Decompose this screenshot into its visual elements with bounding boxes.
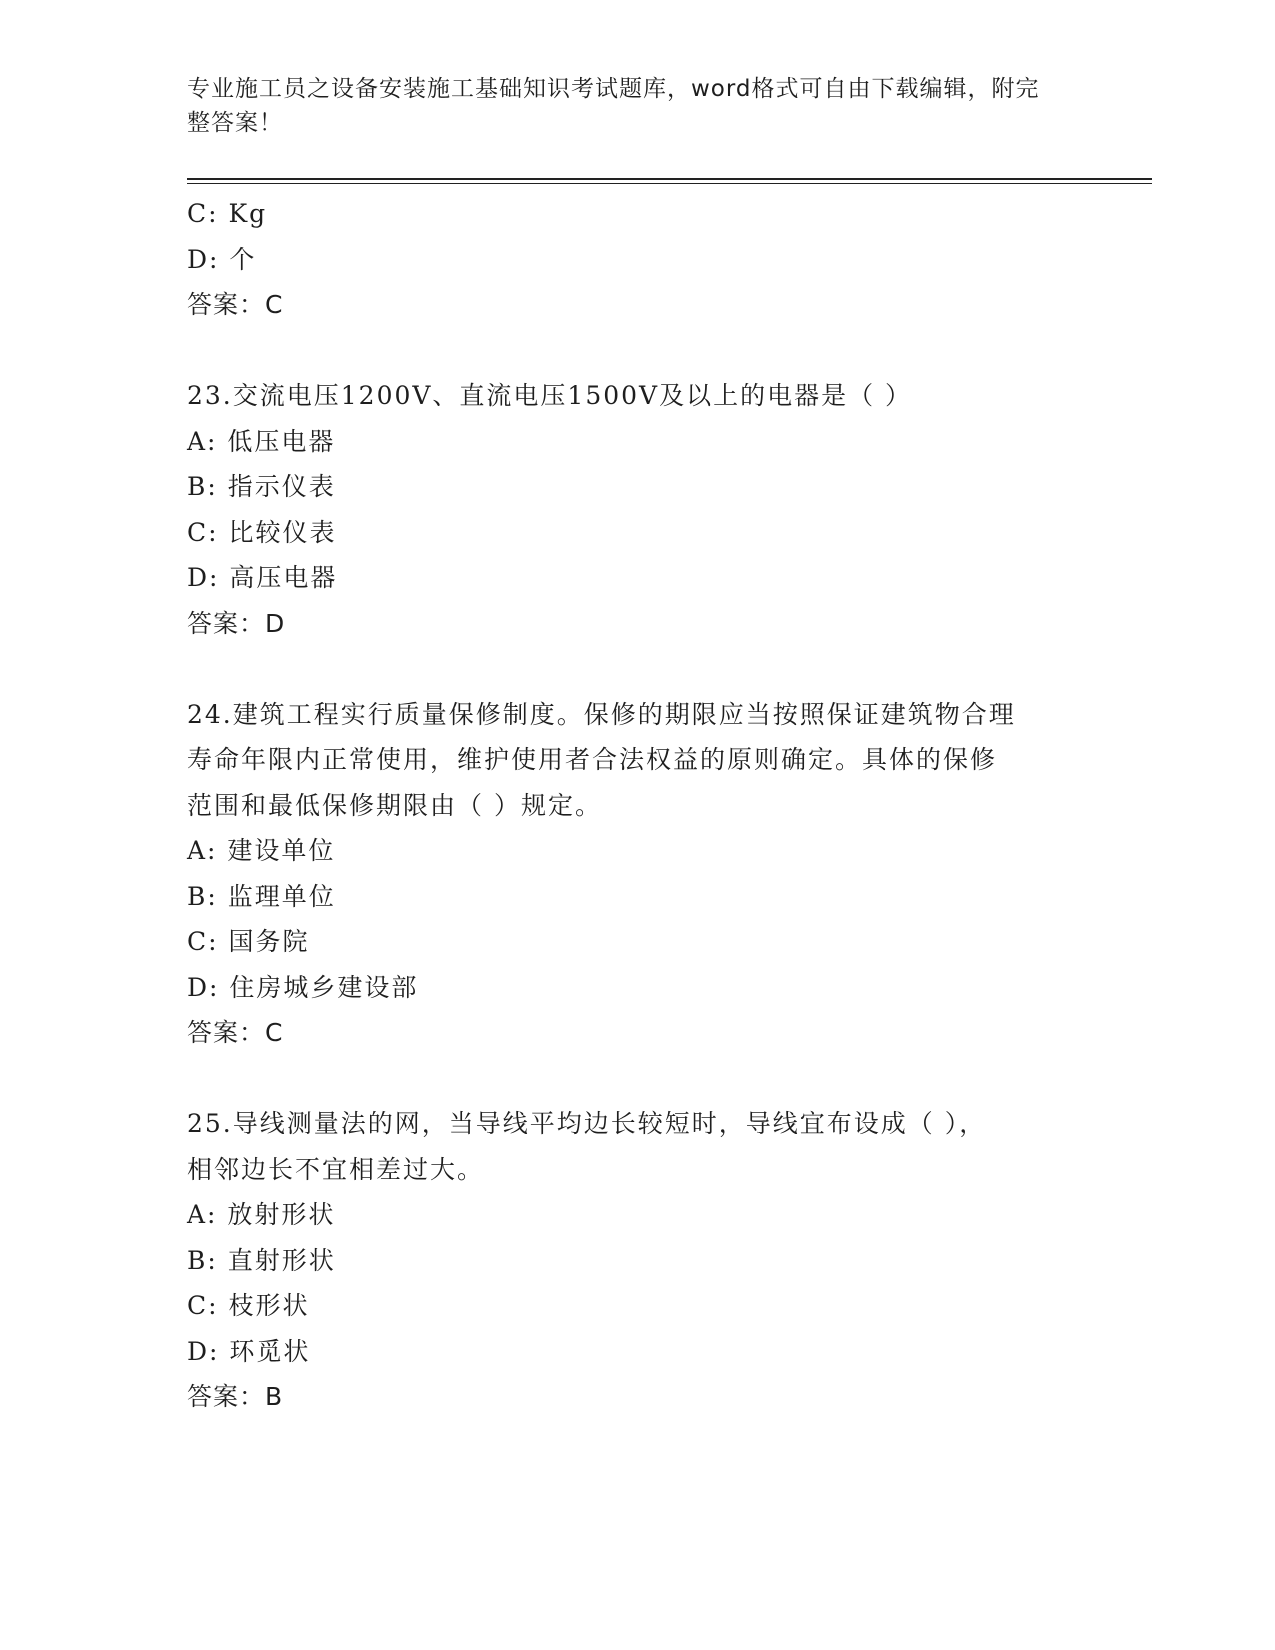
- question-block: [187, 373, 1087, 646]
- spacer: [187, 328, 1087, 374]
- option-d: D: 个: [187, 244, 257, 274]
- question-stem: [187, 692, 1087, 829]
- question-stem-line: 23.交流电压1200V、直流电压1500V及以上的电器是（ ）: [187, 381, 913, 410]
- question-block: [187, 191, 1087, 328]
- document-header-title: [187, 72, 1087, 140]
- question-block: [187, 692, 1087, 1056]
- question-list: [187, 191, 1087, 1420]
- header-divider-thin: [187, 183, 1152, 184]
- option-c: C: 比较仪表: [187, 517, 337, 547]
- spacer: [187, 1056, 1087, 1102]
- option-b: B: 指示仪表: [187, 472, 336, 501]
- answer-line: 答案：B: [187, 1382, 284, 1411]
- spacer: [187, 646, 1087, 692]
- option-a: A: 建设单位: [187, 836, 336, 865]
- question-stem: [187, 1101, 1087, 1192]
- option-d: D: 高压电器: [187, 563, 338, 592]
- option-c: C: Kg: [187, 199, 268, 228]
- option-c: C: 枝形状: [187, 1291, 310, 1320]
- answer-line: 答案：C: [187, 1018, 284, 1047]
- question-block: [187, 1101, 1087, 1420]
- question-stem-line: 范围和最低保修期限由（ ）规定。: [187, 790, 602, 820]
- question-stem-line: 24.建筑工程实行质量保修制度。保修的期限应当按照保证建筑物合理: [187, 699, 1016, 729]
- option-d: D: 住房城乡建设部: [187, 972, 419, 1002]
- answer-line: 答案：D: [187, 608, 286, 638]
- question-stem-line: 相邻边长不宜相差过大。: [187, 1154, 485, 1184]
- question-stem-line: 25.导线测量法的网，当导线平均边长较短时，导线宜布设成（ ），: [187, 1109, 987, 1138]
- option-c: C: 国务院: [187, 927, 310, 956]
- option-b: B: 监理单位: [187, 881, 336, 911]
- option-a: A: 低压电器: [187, 426, 336, 456]
- option-a: A: 放射形状: [187, 1200, 336, 1229]
- option-b: B: 直射形状: [187, 1245, 336, 1275]
- header-title-line: 专业施工员之设备安装施工基础知识考试题库，word格式可自由下载编辑，附完: [187, 76, 1040, 102]
- header-divider-thick: [187, 178, 1152, 180]
- question-stem: [187, 373, 1087, 419]
- question-stem-line: 寿命年限内正常使用，维护使用者合法权益的原则确定。具体的保修: [187, 745, 998, 774]
- option-d: D: 环觅状: [187, 1336, 311, 1366]
- answer-line: 答案：C: [187, 290, 284, 319]
- header-title-line: 整答案！: [187, 110, 283, 136]
